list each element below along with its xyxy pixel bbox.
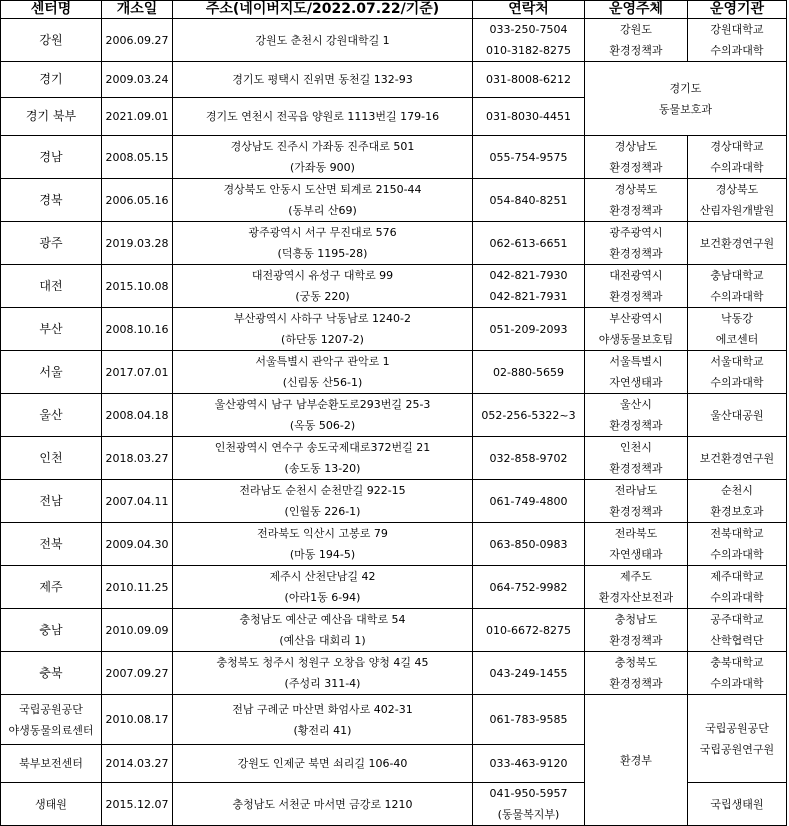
agency-cell: 보건환경연구원 <box>688 222 787 265</box>
operator-line: 울산시 <box>620 398 652 411</box>
contact-cell <box>473 19 585 62</box>
center-name: 서울 <box>1 351 102 394</box>
address-cell <box>173 523 473 566</box>
agency-cell <box>688 136 787 179</box>
opened-date: 2019.03.28 <box>102 222 173 265</box>
center-name: 광주 <box>1 222 102 265</box>
agency-cell <box>688 351 787 394</box>
contact-cell: 043-249-1455 <box>473 652 585 695</box>
operator-line: 부산광역시 <box>609 312 663 325</box>
agency-cell <box>688 480 787 523</box>
opened-date: 2018.03.27 <box>102 437 173 480</box>
center-name: 경기 <box>1 62 102 98</box>
address-cell <box>173 566 473 609</box>
address-line: 대전광역시 유성구 대학로 99 <box>251 269 394 282</box>
operator-line: 환경정책과 <box>609 505 663 518</box>
table-row <box>1 480 787 523</box>
agency-cell: 울산대공원 <box>688 394 787 437</box>
agency-line: 충북대학교 <box>710 656 764 669</box>
phone: 041-950-5957 <box>489 787 568 800</box>
address-cell <box>173 222 473 265</box>
center-name: 경남 <box>1 136 102 179</box>
agency-line: 전북대학교 <box>710 527 764 540</box>
operator-cell <box>585 136 688 179</box>
operator-cell <box>585 523 688 566</box>
address-cell <box>173 394 473 437</box>
agency-line: 낙동강 <box>721 312 753 325</box>
address-line: 충청남도 예산군 예산읍 대학로 54 <box>239 613 406 626</box>
operator-line: 환경정책과 <box>609 419 663 432</box>
address-line: (신림동 산56-1) <box>282 376 363 389</box>
center-name: 충북 <box>1 652 102 695</box>
address-line: (옥동 506-2) <box>289 419 356 432</box>
opened-date: 2014.03.27 <box>102 745 173 783</box>
contact-cell: 033-463-9120 <box>473 745 585 783</box>
operator-line: 인천시 <box>620 441 652 454</box>
contact-cell: 054-840-8251 <box>473 179 585 222</box>
header-operator: 운영주체 <box>585 1 688 19</box>
opened-date: 2015.12.07 <box>102 783 173 826</box>
contact-cell: 061-749-4800 <box>473 480 585 523</box>
table-row <box>1 136 787 179</box>
phone: 042-821-7930 <box>489 269 568 282</box>
operator-line: 환경자산보전과 <box>598 591 674 604</box>
center-name: 울산 <box>1 394 102 437</box>
address-cell <box>173 136 473 179</box>
agency-line: 공주대학교 <box>710 613 764 626</box>
opened-date: 2015.10.08 <box>102 265 173 308</box>
operator-cell <box>585 351 688 394</box>
header-opened: 개소일 <box>102 1 173 19</box>
address-line: 전남 구례군 마산면 화엄사로 402-31 <box>232 702 413 716</box>
address-line: 인천광역시 연수구 송도국제대로372번길 21 <box>214 441 431 454</box>
operator-line: 전라북도 <box>614 527 658 540</box>
operator-line: 환경정책과 <box>609 204 663 217</box>
address-cell <box>173 308 473 351</box>
operator-line: 경상남도 <box>614 140 658 153</box>
agency-line: 수의과대학 <box>710 376 764 389</box>
contact-cell: 032-858-9702 <box>473 437 585 480</box>
address-cell <box>173 437 473 480</box>
address-cell: 경기도 연천시 전곡읍 양원로 1113번길 179-16 <box>173 98 473 136</box>
header-agency: 운영기관 <box>688 1 787 19</box>
agency-line: 환경보호과 <box>710 505 764 518</box>
agency-cell <box>688 19 787 62</box>
contact-cell: 02-880-5659 <box>473 351 585 394</box>
table-row <box>1 394 787 437</box>
center-name: 경북 <box>1 179 102 222</box>
agency-cell <box>688 523 787 566</box>
contact-cell: 051-209-2093 <box>473 308 585 351</box>
operator-line: 자연생태과 <box>609 376 663 389</box>
address-line: (예산읍 대회리 1) <box>279 634 366 647</box>
agency-line: 경상대학교 <box>710 140 764 153</box>
table-row <box>1 695 787 745</box>
contact-cell <box>473 265 585 308</box>
table-row <box>1 437 787 480</box>
agency-line: 국립공원연구원 <box>699 742 775 756</box>
opened-date: 2010.09.09 <box>102 609 173 652</box>
contact-cell: 031-8030-4451 <box>473 98 585 136</box>
operator-line: 환경정책과 <box>609 634 663 647</box>
agency-line: 충남대학교 <box>710 269 764 282</box>
agency-line: 강원대학교 <box>710 23 764 36</box>
address-line: (송도동 13-20) <box>284 462 361 475</box>
operator-line: 대전광역시 <box>609 269 663 282</box>
address-line: 경상북도 안동시 도산면 퇴계로 2150-44 <box>223 183 422 196</box>
header-contact: 연락처 <box>473 1 585 19</box>
agency-line: 순천시 <box>721 484 753 497</box>
address-line: 전라북도 익산시 고봉로 79 <box>257 527 388 540</box>
agency-line: 수의과대학 <box>710 591 764 604</box>
table-row <box>1 609 787 652</box>
address-line: 서울특별시 관악구 관악로 1 <box>255 355 390 368</box>
agency-line: 수의과대학 <box>710 290 764 303</box>
table-row <box>1 62 787 98</box>
opened-date: 2010.11.25 <box>102 566 173 609</box>
address-line: (하단동 1207-2) <box>281 333 364 346</box>
address-line: (황전리 41) <box>293 723 352 737</box>
agency-line: 수의과대학 <box>710 548 764 561</box>
address-line: (동부리 산69) <box>288 204 357 217</box>
address-cell <box>173 609 473 652</box>
address-line: 경상남도 진주시 가좌동 진주대로 501 <box>230 140 415 153</box>
address-line: 울산광역시 남구 남부순환도로293번길 25-3 <box>214 398 431 411</box>
center-name-line: 야생동물의료센터 <box>8 723 94 737</box>
agency-cell <box>688 179 787 222</box>
agency-cell <box>688 609 787 652</box>
address-cell <box>173 695 473 745</box>
center-name: 전북 <box>1 523 102 566</box>
center-name: 부산 <box>1 308 102 351</box>
address-line: (마동 194-5) <box>289 548 356 561</box>
operator-line: 자연생태과 <box>609 548 663 561</box>
address-cell <box>173 179 473 222</box>
agency-cell: 국립생태원 <box>688 783 787 826</box>
agency-cell <box>688 308 787 351</box>
operator-line: 야생동물보호팀 <box>598 333 674 346</box>
operator-line: 강원도 <box>620 23 652 36</box>
opened-date: 2006.05.16 <box>102 179 173 222</box>
address-line: 제주시 산천단남길 42 <box>269 570 376 583</box>
center-name: 제주 <box>1 566 102 609</box>
address-line: 광주광역시 서구 무진대로 576 <box>248 226 397 239</box>
agency-line: 수의과대학 <box>710 44 764 57</box>
center-name-line: 국립공원공단 <box>19 702 83 716</box>
address-line: 부산광역시 사하구 낙동남로 1240-2 <box>234 312 411 325</box>
operator-line: 환경정책과 <box>609 247 663 260</box>
address-cell <box>173 480 473 523</box>
agency-cell <box>688 652 787 695</box>
operator-line: 서울특별시 <box>609 355 663 368</box>
agency-line: 제주대학교 <box>710 570 764 583</box>
agency-cell: 보건환경연구원 <box>688 437 787 480</box>
operator-line: 전라남도 <box>614 484 658 497</box>
operator-line: 환경정책과 <box>609 44 663 57</box>
opened-date: 2021.09.01 <box>102 98 173 136</box>
address-cell: 강원도 인제군 북면 쇠리길 106-40 <box>173 745 473 783</box>
center-name: 강원 <box>1 19 102 62</box>
phone: 033-250-7504 <box>489 23 568 36</box>
operator-cell <box>585 179 688 222</box>
address-line: 충청북도 청주시 청원구 오창읍 양청 4길 45 <box>216 656 429 669</box>
operator-cell <box>585 308 688 351</box>
address-cell: 경기도 평택시 진위면 동천길 132-93 <box>173 62 473 98</box>
table-row <box>1 523 787 566</box>
agency-line: 수의과대학 <box>710 677 764 690</box>
header-center: 센터명 <box>1 1 102 19</box>
opened-date: 2007.04.11 <box>102 480 173 523</box>
opened-date: 2006.09.27 <box>102 19 173 62</box>
opened-date: 2010.08.17 <box>102 695 173 745</box>
operator-cell <box>585 609 688 652</box>
center-name <box>1 695 102 745</box>
agency-line: 국립공원공단 <box>705 721 769 735</box>
contact-cell: 062-613-6651 <box>473 222 585 265</box>
agency-cell <box>688 566 787 609</box>
operator-line: 환경정책과 <box>609 290 663 303</box>
contact-cell: 010-6672-8275 <box>473 609 585 652</box>
contact-cell: 052-256-5322~3 <box>473 394 585 437</box>
table-row <box>1 19 787 62</box>
operator-line: 동물보호과 <box>658 102 713 116</box>
opened-date: 2008.04.18 <box>102 394 173 437</box>
operator-cell <box>585 566 688 609</box>
agency-line: 에코센터 <box>715 333 759 346</box>
address-cell <box>173 351 473 394</box>
center-name: 전남 <box>1 480 102 523</box>
operator-line: 환경정책과 <box>609 161 663 174</box>
center-name: 북부보전센터 <box>1 745 102 783</box>
table-row <box>1 652 787 695</box>
address-cell: 충청남도 서천군 마서면 금강로 1210 <box>173 783 473 826</box>
operator-line: 충청북도 <box>614 656 658 669</box>
center-name: 경기 북부 <box>1 98 102 136</box>
opened-date: 2008.10.16 <box>102 308 173 351</box>
center-name: 충남 <box>1 609 102 652</box>
table-row <box>1 222 787 265</box>
operator-cell <box>585 222 688 265</box>
operator-line: 환경정책과 <box>609 677 663 690</box>
operator-line: 광주광역시 <box>609 226 663 239</box>
address-line: (주성리 311-4) <box>284 677 361 690</box>
address-cell <box>173 652 473 695</box>
operator-cell <box>585 480 688 523</box>
table-row <box>1 179 787 222</box>
contact-cell: 063-850-0983 <box>473 523 585 566</box>
opened-date: 2017.07.01 <box>102 351 173 394</box>
address-line: (아라1동 6-94) <box>284 591 361 604</box>
table-row <box>1 265 787 308</box>
opened-date: 2007.09.27 <box>102 652 173 695</box>
agency-cell <box>688 265 787 308</box>
agency-cell <box>688 695 787 783</box>
opened-date: 2009.04.30 <box>102 523 173 566</box>
address-cell <box>173 265 473 308</box>
address-cell: 강원도 춘천시 강원대학길 1 <box>173 19 473 62</box>
address-line: (궁동 220) <box>295 290 350 303</box>
phone: (동물복지부) <box>497 808 560 821</box>
header-address: 주소(네이버지도/2022.07.22/기준) <box>173 1 473 19</box>
operator-cell <box>585 394 688 437</box>
table-row <box>1 566 787 609</box>
contact-cell: 061-783-9585 <box>473 695 585 745</box>
contact-cell: 031-8008-6212 <box>473 62 585 98</box>
table-row <box>1 308 787 351</box>
agency-line: 서울대학교 <box>710 355 764 368</box>
agency-line: 산학협력단 <box>710 634 764 647</box>
opened-date: 2009.03.24 <box>102 62 173 98</box>
address-line: (가좌동 900) <box>290 161 355 174</box>
table-row <box>1 351 787 394</box>
operator-cell <box>585 652 688 695</box>
agency-line: 경상북도 <box>715 183 759 196</box>
contact-cell: 055-754-9575 <box>473 136 585 179</box>
operator-line: 경기도 <box>669 81 702 95</box>
operator-line: 제주도 <box>620 570 652 583</box>
header-row <box>1 1 787 19</box>
phone: 010-3182-8275 <box>486 44 571 57</box>
address-line: (덕흥동 1195-28) <box>277 247 368 260</box>
agency-line: 수의과대학 <box>710 161 764 174</box>
opened-date: 2008.05.15 <box>102 136 173 179</box>
address-line: 전라남도 순천시 순천만길 922-15 <box>239 484 406 497</box>
operator-line: 충청남도 <box>614 613 658 626</box>
contact-cell <box>473 783 585 826</box>
center-name: 생태원 <box>1 783 102 826</box>
operator-line: 경상북도 <box>614 183 658 196</box>
operator-cell: 환경부 <box>585 695 688 826</box>
center-name: 대전 <box>1 265 102 308</box>
operator-cell <box>585 437 688 480</box>
operator-cell <box>585 62 787 136</box>
operator-cell <box>585 265 688 308</box>
operator-cell <box>585 19 688 62</box>
address-line: (인월동 226-1) <box>284 505 361 518</box>
phone: 042-821-7931 <box>489 290 568 303</box>
center-name: 인천 <box>1 437 102 480</box>
operator-line: 환경정책과 <box>609 462 663 475</box>
contact-cell: 064-752-9982 <box>473 566 585 609</box>
agency-line: 산림자원개발원 <box>699 204 775 217</box>
